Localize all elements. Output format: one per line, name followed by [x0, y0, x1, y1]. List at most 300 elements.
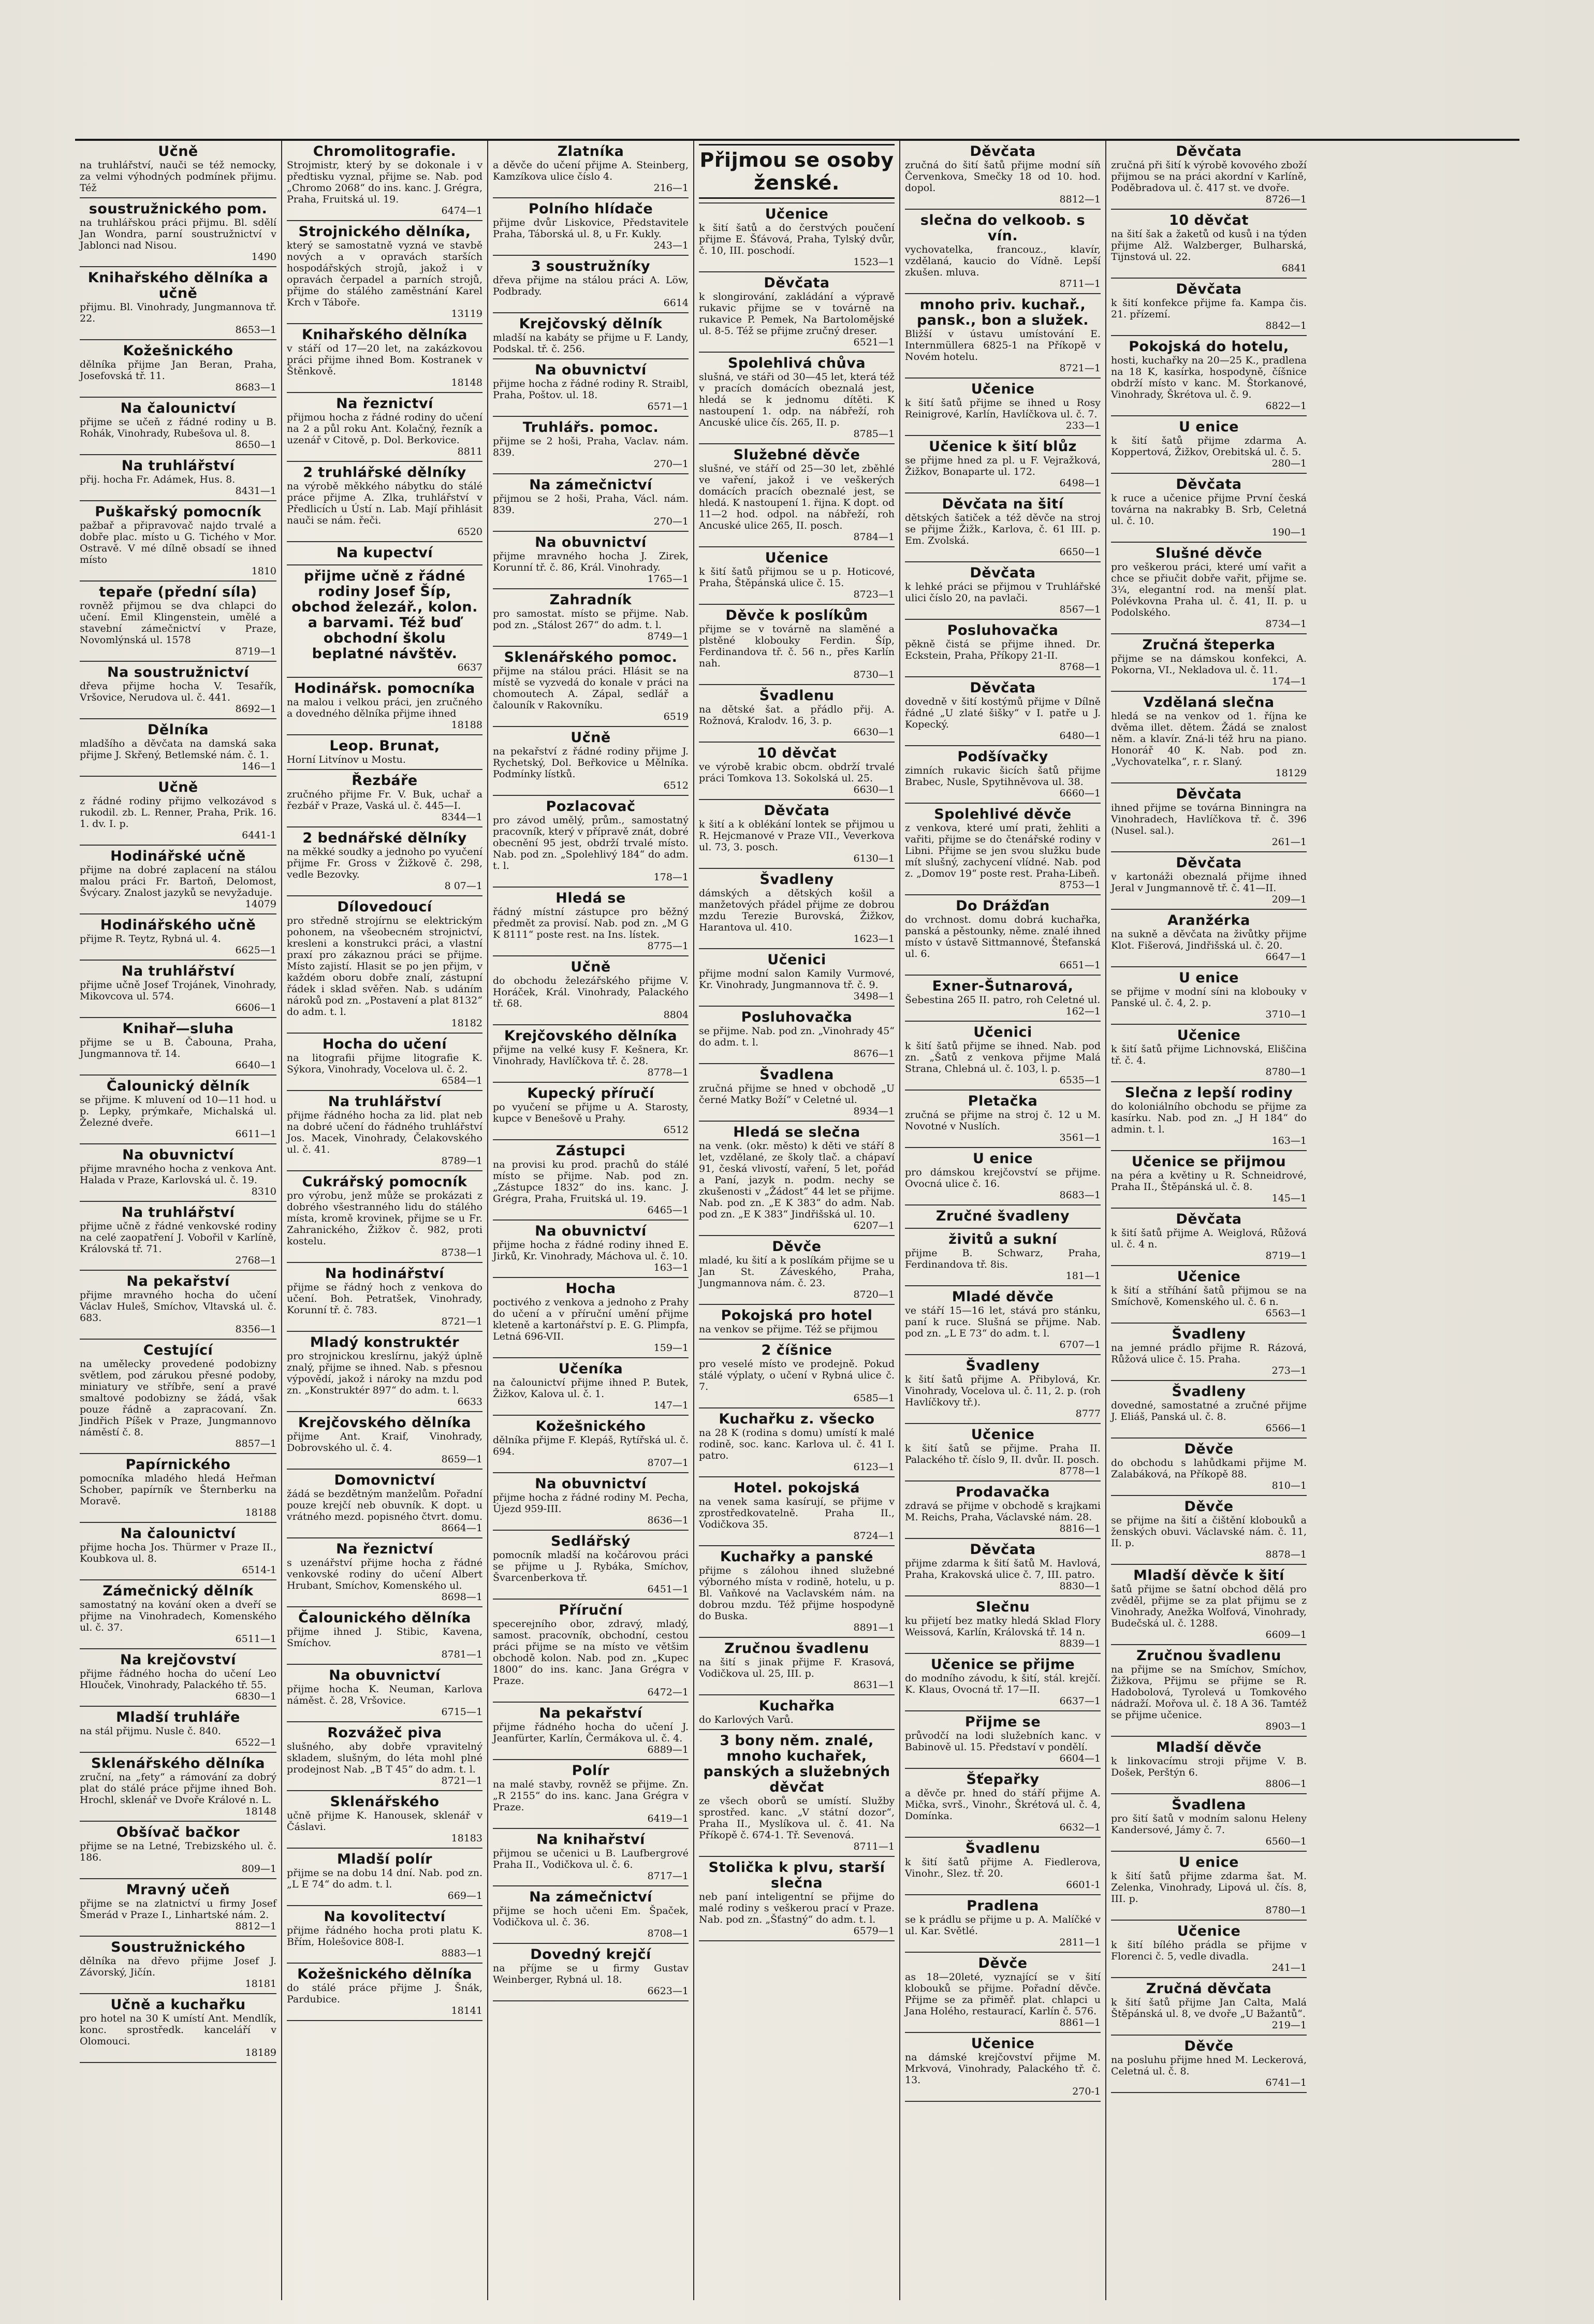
ad-heading: Podšívačky [957, 749, 1048, 765]
ad-heading: Kuchařka [758, 1698, 835, 1714]
ad-text: přijme se učeň z řádné rodiny u B. Rohák, Vinohrady, Rubešova ul. 8. [80, 416, 276, 439]
ad-code: 6519 [663, 711, 689, 722]
ad-divider [1111, 1437, 1307, 1439]
classified-ad [287, 1473, 482, 1534]
column-1 [75, 141, 281, 2300]
classified-ad [699, 688, 895, 738]
ad-divider [493, 1082, 689, 1083]
classified-ad [493, 891, 689, 952]
ad-text: na litografii přijme litografie K. Sýkora, Vinohrady, Vocelova ul. č. 2. [287, 1052, 482, 1075]
ad-code: 3498—1 [853, 991, 895, 1002]
ad-text: přijme se na Letné, Trebizského ul. č. 186. [80, 1840, 276, 1863]
classified-ad [493, 1419, 689, 1469]
ad-code: 8730—1 [853, 669, 895, 680]
ad-divider [493, 312, 689, 313]
ad-divider [699, 546, 895, 547]
ad-divider [1111, 1208, 1307, 1209]
ad-heading: Hledá se slečna [733, 1124, 860, 1140]
ad-code: 6441-1 [242, 830, 276, 841]
classified-ad [699, 1549, 895, 1633]
classified-ad [699, 608, 895, 680]
ad-text: dělníka přijme F. Klepáš, Rytířská ul. č. 694. [493, 1434, 689, 1457]
ad-heading: Zástupci [555, 1143, 626, 1159]
ad-heading: Děvče [1184, 2038, 1234, 2054]
classified-ad [287, 144, 482, 216]
ad-text: k šití šatů přijme A. Přibylová, Kr. Vinohrady, Vocelova ul. č. 11, 2. p. (roh Havlíčkovy tř.). [905, 1374, 1101, 1408]
ad-heading: Na čalounictví [120, 1526, 236, 1542]
ad-heading: Leop. Brunat, [329, 738, 440, 754]
ad-divider [1111, 633, 1307, 634]
ad-heading: Zlatníka [557, 143, 624, 159]
ad-heading: Na truhlářství [121, 963, 235, 979]
classified-ad [493, 1361, 689, 1411]
ad-text: k šití šatů přijme se ihned. Nab. pod zn. „Šatů z venkova přijme Malá Strana, Chlebná ul. č. 103, l. p. [905, 1040, 1101, 1074]
ad-heading: Hodinářsk. pomocníka [294, 680, 475, 696]
ad-heading: Příruční [559, 1602, 623, 1618]
classified-ad [80, 1940, 276, 1989]
ad-text: přijme mravného hocha z venkova Ant. Halada v Praze, Karlovská ul. č. 19. [80, 1163, 276, 1186]
classified-ad [1111, 637, 1307, 687]
ad-code: 6604—1 [1059, 1753, 1101, 1764]
classified-ad [905, 749, 1101, 799]
ad-code: 6512 [663, 780, 689, 791]
ad-code: 3561—1 [1059, 1132, 1101, 1143]
ad-divider [699, 1304, 895, 1305]
classified-ad [287, 1610, 482, 1660]
ad-code: 8708—1 [647, 1928, 689, 1939]
ad-heading: Chromolitografie. [313, 143, 457, 159]
ad-heading: Na obuvnictví [535, 362, 647, 378]
ad-heading: Slečna z lepší rodiny [1124, 1085, 1293, 1101]
ad-divider [905, 1894, 1101, 1895]
ad-heading: Učenici [767, 952, 826, 968]
ad-divider [287, 1905, 482, 1906]
ad-text: pro samostat. místo se přijme. Nab. pod zn. „Stálost 267“ do adm. t. l. [493, 608, 689, 631]
classified-ad [699, 144, 895, 199]
classified-ad [699, 872, 895, 945]
ad-divider [1111, 966, 1307, 967]
ad-heading: Puškařský pomocník [95, 504, 261, 520]
ad-heading: Děvčata [764, 275, 830, 291]
ad-text: přijme řádného hocha za lid. plat neb na dobré učení do řádného truhlářství Jos. Macek, Vinohrady, Čelakovského ul. č. 41. [287, 1110, 482, 1155]
ad-divider [699, 1121, 895, 1122]
ad-heading: Na truhlářství [121, 458, 235, 474]
ad-divider [1111, 209, 1307, 210]
classified-ad [699, 550, 895, 600]
ad-code: 209—1 [1271, 894, 1307, 905]
classified-ad [493, 960, 689, 1021]
classified-ad [287, 1725, 482, 1786]
ad-text: do modního závodu, k šití, stál. krejčí. K. Klaus, Ovocná tř. 17—II. [905, 1673, 1101, 1695]
classified-ad [493, 1028, 689, 1078]
ad-heading: Děvčata na šití [942, 496, 1064, 512]
ad-divider [287, 1848, 482, 1849]
classified-ad [287, 465, 482, 538]
ad-text: k šití konfekce přijme fa. Kampa čis. 21. přízemí. [1111, 297, 1307, 320]
ad-divider [287, 734, 482, 735]
ad-text: přijme na dobré zaplacení na stálou malou práci Fr. Bartoň, Delomost, Švýcary. Znalost jazyků se nevyžaduje. [80, 864, 276, 898]
classified-ad [1111, 1499, 1307, 1560]
ad-text: specerejního obor, zdravý, mladý, samost. pracovník, obchodní, cestou práci přijme se na místo ve většim obchodě kolon. Nab. pod zn. „Kupec 1800“ do ins. kanc. Jana Grégra v Praze. [493, 1618, 689, 1687]
ad-code: 8778—1 [647, 1067, 689, 1078]
ad-heading: Čalounický dělník [106, 1078, 250, 1094]
classified-ad [905, 1715, 1101, 1764]
ad-heading: Na obuvnictví [535, 1476, 647, 1492]
ad-divider [493, 473, 689, 474]
ad-divider [1111, 278, 1307, 279]
classified-ad [493, 1763, 689, 1824]
ad-heading: 10 děvčat [757, 745, 837, 761]
classified-ad [493, 650, 689, 722]
ad-code: 6611—1 [235, 1128, 276, 1140]
classified-ad [905, 1542, 1101, 1592]
ad-text: na měkké soudky a jednoho po vyučení přijme Fr. Gross v Žižkově č. 298, vedle Bezovky. [287, 846, 482, 880]
ad-text: Strojmistr, který by se dokonale i v předtisku vyznal, přijme se. Nab. pod „Chromo 2068“ do ins. kanc. J. Grégra, Praha, Fruitská ul. 19. [287, 159, 482, 205]
ad-heading: Zručná šteperka [1142, 637, 1276, 653]
classified-ad [699, 1343, 895, 1404]
ad-heading: U enice [1179, 970, 1239, 986]
ad-code: 241—1 [1271, 1962, 1307, 1973]
classified-ad [493, 1603, 689, 1698]
ad-divider [493, 1024, 689, 1025]
ad-code: 8683—1 [1059, 1189, 1101, 1201]
ad-text: Šebestina 265 II. patro, roh Celetné ul. [905, 994, 1101, 1006]
ad-divider [905, 619, 1101, 620]
classified-ad [80, 585, 276, 657]
ad-code: 6630—1 [853, 727, 895, 738]
ad-code: 6451—1 [647, 1584, 689, 1595]
ad-divider [905, 1710, 1101, 1711]
ad-code: 162—1 [1065, 1006, 1101, 1017]
ad-heading: Zručnou švadlenu [724, 1640, 869, 1657]
classified-ad [1111, 1085, 1307, 1146]
ad-heading: Spolehlivé děvče [934, 806, 1072, 822]
ad-text: a děvče pr. hned do stáří přijme A. Mička, svrš., Vinohr., Škrétová ul. č. 4, Domínka. [905, 1788, 1101, 1822]
classified-ad [493, 1086, 689, 1136]
ad-text: přijmou se učenici u B. Laufbergrové Praha II., Vodičkova ul. č. 6. [493, 1848, 689, 1870]
ad-heading: živitů a sukní [948, 1231, 1057, 1247]
ad-code: 6514-1 [242, 1564, 276, 1576]
ad-heading: Na řeznictví [336, 1541, 433, 1557]
ad-heading: Děvče [1184, 1499, 1234, 1515]
ad-code: 6579—1 [853, 1925, 895, 1937]
classified-ad [493, 362, 689, 412]
ad-divider [80, 718, 276, 719]
ad-divider [287, 1537, 482, 1538]
classified-ad [1111, 913, 1307, 963]
ad-divider [287, 895, 482, 896]
classified-ad [80, 1882, 276, 1932]
ad-text: přijme mravného hocha do učení Václav Huleš, Smíchov, Vltavská ul. č. 683. [80, 1289, 276, 1324]
ad-text: na jemné prádlo přijme R. Rázová, Růžová ulice č. 15. Praha. [1111, 1342, 1307, 1365]
ad-text: slušné, ve stáří od 25—30 let, zběhlé ve vaření, jakož i ve veškerých domácích pracích obeznalé jest, se hledá. K nastoupení 1. řijna. K dopt. od 11—2 hod. odpol. na nábřeží, roh Ancuské ulice 265, II. posch. [699, 463, 895, 531]
ad-text: dámských a dětských košil a manžetových přádel přijme ze dobrou mzdu Terezie Burovská, Žižkov, Harantova ul. 410. [699, 888, 895, 933]
classified-ad [287, 773, 482, 823]
classified-ad [699, 746, 895, 795]
ad-text: přijme hocha z řádné rodiny R. Straibl, Praha, Poštov. ul. 18. [493, 378, 689, 401]
ad-text: k šití šatů přijme A. Fiedlerova, Vinohr., Slez. tř. 20. [905, 1856, 1101, 1879]
classified-ad [1111, 787, 1307, 848]
ad-text: přijme na stálou práci. Hlásit se na místě se vyzvedá do konale v práci na chomoutech A. Zápal, sedlář a čalouník v Rakovníku. [493, 665, 689, 711]
ad-code: 8903—1 [1265, 1721, 1307, 1732]
ad-heading: Učenice se přijmou [1131, 1154, 1286, 1170]
ad-divider [1111, 1323, 1307, 1324]
classified-ad [493, 535, 689, 585]
ad-divider [287, 1963, 482, 1964]
ad-divider [287, 1331, 482, 1332]
classified-ad [287, 1967, 482, 2016]
ad-heading: Sklenářského pomoc. [504, 649, 678, 665]
ad-code: 8804 [663, 1009, 689, 1021]
ad-divider [80, 913, 276, 914]
ad-heading: Knihařského dělníka [302, 327, 467, 343]
ad-code: 6633 [457, 1396, 482, 1407]
ad-code: 8720—1 [853, 1289, 895, 1300]
ad-heading: Švadlenu [759, 688, 835, 704]
ad-text: přijme zdarma k šití šatů M. Havlová, Praha, Krakovská ulice č. 7, III. patro. [905, 1558, 1101, 1580]
ad-divider [905, 1952, 1101, 1953]
classified-ad [1111, 695, 1307, 779]
ad-text: k šití šatů přijme zdarma A. Koppertová, Žižkov, Orebitská ul. č. 5. [1111, 435, 1307, 458]
ad-text: do stálé práce přijme J. Šnák, Pardubice. [287, 1982, 482, 2005]
ad-divider [287, 1411, 482, 1412]
ad-divider [493, 1759, 689, 1760]
classified-ad [80, 1756, 276, 1817]
ad-text: z řádné rodiny přijmo velkozávod s rukodil. zb. L. Renner, Praha, Prik. 16. 1. dv. I. p. [80, 795, 276, 830]
ad-code: 1765—1 [647, 573, 689, 585]
ad-code: 809—1 [241, 1863, 276, 1875]
ad-heading: Zručnou švadlenu [1136, 1648, 1281, 1664]
ad-heading: Šťepařky [966, 1771, 1040, 1788]
ad-heading: Slečnu [975, 1599, 1030, 1615]
classified-ad [699, 447, 895, 543]
ad-divider [287, 1721, 482, 1722]
ad-divider [287, 826, 482, 827]
classified-ad [905, 1600, 1101, 1649]
ad-divider [493, 1530, 689, 1531]
ad-code: 8781—1 [441, 1649, 482, 1660]
ad-heading: Mravný učeň [126, 1882, 230, 1898]
ad-divider [1111, 1977, 1307, 1978]
ad-code: 8726—1 [1265, 194, 1307, 205]
ad-code: 810—1 [1271, 1480, 1307, 1491]
classified-ad [699, 1860, 895, 1937]
ad-heading: Na pekařství [126, 1273, 230, 1289]
ad-text: vychovatelka, francouz., klavír, vzdělaná, kaucio do Vídně. Lepší zkušen. mluva. [905, 244, 1101, 278]
ad-heading: Slušné děvče [1155, 545, 1263, 561]
ad-heading: Prodavačka [955, 1484, 1050, 1500]
ad-heading: Učenice [1177, 1027, 1241, 1043]
ad-text: na sukně a děvčata na živůtky přijme Klot. Fišerová, Jindřišská ul. č. 20. [1111, 928, 1307, 951]
classified-ad [80, 401, 276, 451]
ad-code: 8707—1 [647, 1457, 689, 1469]
ad-code: 8 07—1 [444, 880, 482, 892]
classified-ad [699, 1412, 895, 1473]
ad-divider [699, 352, 895, 353]
ad-code: 181—1 [1065, 1270, 1101, 1282]
classified-ad [905, 2036, 1101, 2097]
ad-code: 18188 [245, 1507, 276, 1518]
ad-text: zručného přijme Fr. V. Buk, uchař a řezbář v Praze, Vaská ul. č. 445—I. [287, 789, 482, 811]
ad-text: dělníka na dřevo přijme Josef J. Závorský, Jičín. [80, 1955, 276, 1978]
ad-heading: Pozlacovač [546, 798, 636, 815]
ad-code: 1523—1 [853, 256, 895, 268]
ad-divider [493, 1885, 689, 1886]
classified-ad [80, 1274, 276, 1335]
ad-text: a děvče do učení přijme A. Steinberg, Kamzíkova ulice číslo 4. [493, 159, 689, 182]
ad-code: 8698—1 [441, 1591, 482, 1603]
ad-text: samostatný na kování oken a dveří se přijme na Vinohradech, Komenského ul. č. 37. [80, 1599, 276, 1633]
ad-divider [287, 1170, 482, 1171]
ad-code: 8356—1 [235, 1324, 276, 1335]
ad-heading: Truhlářs. pomoc. [522, 419, 659, 435]
ad-divider [493, 588, 689, 589]
ad-divider [905, 209, 1101, 210]
classified-ad [905, 1427, 1101, 1477]
ad-divider [493, 1357, 689, 1358]
ad-heading: Cestující [143, 1342, 213, 1358]
ad-text: na malou i velkou práci, jen zručného a dovedného dělníka přijme ihned [287, 696, 482, 719]
ad-divider [287, 1033, 482, 1034]
ad-heading: Strojnického dělníka, [298, 224, 471, 240]
ad-divider [1111, 335, 1307, 336]
classified-ad [1111, 477, 1307, 538]
ad-divider [80, 1270, 276, 1271]
ad-heading: Dílovedoucí [337, 899, 432, 915]
ad-divider [493, 726, 689, 727]
classified-ad [80, 1584, 276, 1645]
ad-code: 216—1 [653, 182, 689, 194]
ad-heading: Exner-Šutnarová, [932, 978, 1074, 994]
classified-ad [905, 680, 1101, 742]
ad-heading: Na zámečnictví [529, 1889, 652, 1905]
ad-text: řádný místní zástupce pro běžný předmět za provisí. Nab. pod zn. „M G K 8111“ poste rest. na Ins. lístek. [493, 906, 689, 940]
ad-divider [905, 1204, 1101, 1205]
classified-ad [1111, 1028, 1307, 1078]
ad-code: 219—1 [1271, 2020, 1307, 2031]
ad-divider [493, 955, 689, 956]
ad-divider [1111, 1793, 1307, 1794]
ad-divider [493, 1415, 689, 1416]
column-2 [281, 141, 487, 2300]
ad-code: 18182 [451, 1018, 482, 1029]
classified-ad [287, 1668, 482, 1718]
classified-ad [1111, 1740, 1307, 1790]
ad-divider [905, 1595, 1101, 1596]
ad-text: přijme se na dobu 14 dní. Nab. pod zn. „L E 74“ do adm. t. l. [287, 1867, 482, 1890]
ad-text: k šití bílého prádla se přijme v Florenci č. 5, vedle divadla. [1111, 1939, 1307, 1962]
ad-divider [80, 397, 276, 398]
ad-heading: Dovedný krejčí [530, 1947, 651, 1963]
ad-heading: Děvčata [1176, 143, 1242, 159]
ad-code: 8784—1 [853, 531, 895, 543]
ad-divider [699, 1694, 895, 1695]
ad-text: hosti, kuchařky na 20—25 K., pradlena na 18 K, kasírka, hospodyně, číšnice obdrží místo v kanc. M. Štorkanové, Vinohrady, Škrétova ul. č. 9. [1111, 355, 1307, 400]
ad-divider [699, 948, 895, 949]
ad-heading: Učenice [1177, 1269, 1241, 1285]
classified-ad [1111, 2039, 1307, 2088]
ad-code: 8738—1 [441, 1247, 482, 1258]
classified-ad [1111, 970, 1307, 1020]
classified-ad [287, 1909, 482, 1959]
ad-divider [287, 1262, 482, 1263]
classified-ad [493, 1706, 689, 1755]
classified-ad [1111, 1384, 1307, 1434]
classified-ad [493, 592, 689, 642]
ad-code: 6535—1 [1059, 1074, 1101, 1086]
ad-divider [493, 1219, 689, 1221]
classified-ad [905, 1898, 1101, 1948]
classified-ad [80, 964, 276, 1013]
classified-ad [80, 1079, 276, 1140]
ad-heading: přijme učně z řádné rodiny Josef Šíp, obchod železář., kolon. a barvami. Též buď obchodní školu beplatné návštěv. [291, 568, 478, 662]
ad-divider [287, 323, 482, 324]
ad-text: slušná, ve stáři od 30—45 let, která též v pracích domácích obeznalá jest, hledá se k jednomu dítěti. K nastoupení 1. odp. na nábřeží, roh Ancuské ulice čís. 265, II. p. [699, 371, 895, 428]
ad-text: žádá se bezdětným manželům. Pořadní pouze krejčí neb obuvník. K dopt. u vrátného mezd. popisného čtvrt. domu. [287, 1488, 482, 1522]
ad-divider [699, 1235, 895, 1236]
ad-divider [80, 2062, 276, 2063]
ad-text: přijme se v továrně na slaměné a plstěné klobouky Ferdin. Šíp, Ferdinandova tř. č. 56 n., přes Karlín nah. [699, 623, 895, 669]
ad-text: zdravá se přijme v obchodě s krajkami M. Reichs, Praha, Václavské nám. 28. [905, 1500, 1101, 1523]
ad-heading: Na obuvnictví [535, 534, 647, 550]
ad-text: pro veselé místo ve prodejně. Pokud stálé výplaty, o učení v Rybná ulice č. 7. [699, 1358, 895, 1392]
ad-heading: Posluhovačka [947, 622, 1059, 638]
ad-text: k ruce a učenice přijme První česká továrna na nakrabky B. Srb, Celetná ul. č. 10. [1111, 492, 1307, 527]
ad-code: 1810 [251, 565, 276, 577]
ad-divider [287, 461, 482, 462]
ad-text: který se samostatně vyzná ve stavbě nových a v opravách starších hospodářských strojů, jakož i v opravách čerpadel a parních strojů, přijme do stálého zaměstnání Karel Krch v Táboře. [287, 240, 482, 308]
ad-text: přijme se řádný hoch z venkova do učení. Boh. Petratšek, Vinohrady, Korunní tř. č. 783. [287, 1282, 482, 1316]
ad-heading: tepaře (přední síla) [99, 584, 257, 600]
ad-text: do vrchnost. domu dobrá kuchařka, panská a pěstounky, něme. znalé ihned místo v ústavě Sittmannové, Štefanská ul. 6. [905, 914, 1101, 960]
ad-text: na příjme se u firmy Gustav Weinberger, Rybná ul. 18. [493, 1963, 689, 1985]
ad-code: 8711—1 [1059, 278, 1101, 289]
classified-ad [1111, 213, 1307, 274]
classified-ad [80, 1710, 276, 1748]
ad-code: 8777 [1075, 1408, 1101, 1419]
ad-divider [80, 266, 276, 267]
ad-text: přijme ihned J. Stibic, Kavena, Smíchov. [287, 1626, 482, 1649]
ad-divider [80, 500, 276, 501]
ad-code: 6651—1 [1059, 960, 1101, 971]
ad-divider [80, 1706, 276, 1707]
classified-ad [905, 979, 1101, 1017]
ad-divider [493, 1599, 689, 1600]
ad-text: přijme R. Teytz, Rybná ul. 4. [80, 933, 221, 945]
classified-ad [493, 1224, 689, 1273]
ad-text: průvodčí na lodi služebních kanc. v Babinově ul. 15. Představí v pondělí. [905, 1730, 1101, 1753]
classified-ad [905, 1772, 1101, 1833]
ad-code: 6472—1 [647, 1687, 689, 1698]
ad-text: poctivého z venkova a jednoho z Prahy do učení a v příruční umění přijme kleteně a kartonářství p. E. G. Plimpfa, Letná 696-VII. [493, 1297, 689, 1342]
ad-code: 8631—1 [853, 1679, 895, 1691]
ad-code: 8717—1 [647, 1870, 689, 1882]
ad-heading: Učenice [971, 2036, 1035, 2052]
ad-heading: Děvčata [1176, 786, 1242, 802]
ad-text: na 28 K (rodina s domu) umístí k malé rodině, soc. kanc. Karlova ul. č. 41 I. patro. [699, 1427, 895, 1461]
ad-code: 8861—1 [1059, 2017, 1101, 2028]
ad-heading: Kožešnického [535, 1418, 646, 1434]
ad-heading: Švadleny [1172, 1326, 1246, 1342]
ad-code: 8721—1 [1059, 362, 1101, 374]
ad-divider [80, 580, 276, 582]
ad-divider [699, 443, 895, 444]
classified-ad [1111, 1797, 1307, 1847]
ad-code: 6822—1 [1265, 400, 1307, 412]
ad-code: 2811—1 [1059, 1937, 1101, 1948]
ad-text: na dětské šat. a přádlo přij. A. Rožnová, Kralodv. 16, 3. p. [699, 704, 895, 727]
ad-text: k lehké práci se přijmou v Truhlářské ulici číslo 20, na pavlači. [905, 581, 1101, 604]
